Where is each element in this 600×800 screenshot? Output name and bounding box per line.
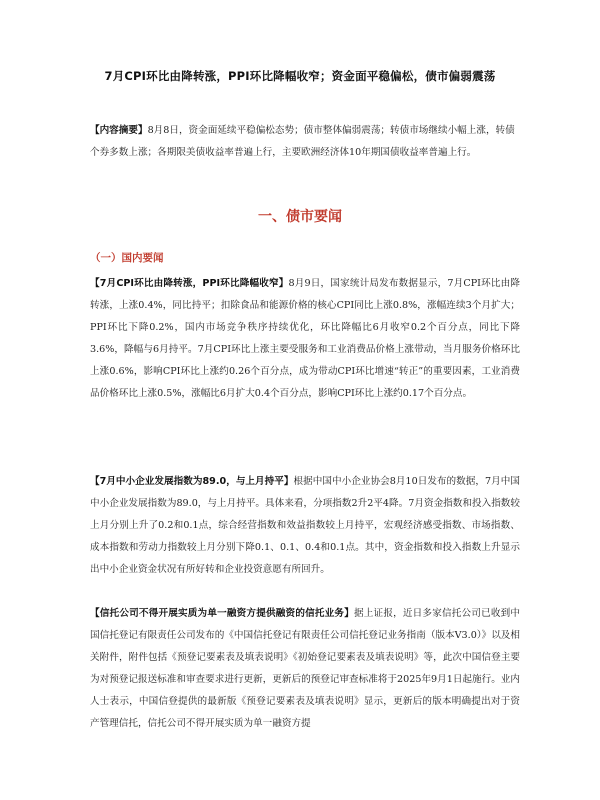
summary-label: 【内容摘要】 — [90, 125, 148, 136]
news-paragraph-trust — [90, 603, 520, 735]
news-body: 8月9日，国家统计局发布数据显示，7月CPI环比由降转涨，上涨0.4%，同比持平；扣除食品和能源价格的核心CPI同比上涨0.8%，涨幅连续3个月扩大；PPI环比下降0.2%，国内市场竞争秩序持续优化，环比降幅比6月收窄0.2个百分点，同比下降3.6%，降幅与6月持平。7月CPI环比上涨主要受服务和工业消费品价格上涨带动，当月服务价格环比上涨0.6%，影响CPI环比上涨约0.26个百分点，成为带动CPI环比增速“转正”的重要因素，工业消费品价格环比上涨0.5%，涨幅比6月扩大0.4个百分点，影响CPI环比上涨约0.17个百分点。 — [90, 278, 520, 399]
news-headline: 【7月CPI环比由降转涨，PPI环比降幅收窄】 — [90, 278, 289, 289]
news-paragraph-sme-index — [90, 471, 520, 581]
news-paragraph-cpi — [90, 273, 520, 405]
summary-text: 8月8日，资金面延续平稳偏松态势；债市整体偏弱震荡；转债市场继续小幅上涨，转债个券多数上涨；各期限美债收益率普遍上行，主要欧洲经济体10年期国债收益率普遍上行。 — [90, 125, 515, 158]
news-headline: 【信托公司不得开展实质为单一融资方提供融资的信托业务】 — [90, 608, 354, 619]
summary-paragraph — [90, 120, 520, 164]
section-title: 一、债市要闻 — [258, 209, 342, 225]
subsection-title: （一）国内要闻 — [90, 252, 164, 264]
news-headline: 【7月中小企业发展指数为89.0，与上月持平】 — [90, 476, 294, 487]
news-body: 据上证报，近日多家信托公司已收到中国信托登记有限责任公司发布的《中国信托登记有限责任公司信托登记业务指南（版本V3.0）》以及相关附件，附件包括《预登记要素表及填表说明》《初始登记要素表及填表说明》等，此次中国信登主要为对预登记报送标准和审查要求进行更新，更新后的预登记审查标准将于2025年9月1日起施行。业内人士表示，中国信登提供的最新版《预登记要素表及填表说明》显示，更新后的版本明确提出对于资产管理信托，信托公司不得开展实质为单一融资方提 — [90, 608, 521, 729]
news-body: 根据中国中小企业协会8月10日发布的数据，7月中国中小企业发展指数为89.0，与上月持平。具体来看，分项指数2升2平4降。7月资金指数和投入指数较上月分别上升了0.2和0.1点，综合经营指数和效益指数较上月持平，宏观经济感受指数、市场指数、成本指数和劳动力指数较上月分别下降0.1、0.1、0.4和0.1点。其中，资金指数和投入指数上升显示出中小企业资金状况有所好转和企业投资意愿有所回升。 — [90, 476, 520, 575]
document-title: 7月CPI环比由降转涨，PPI环比降幅收窄；资金面平稳偏松，债市偏弱震荡 — [104, 69, 496, 83]
